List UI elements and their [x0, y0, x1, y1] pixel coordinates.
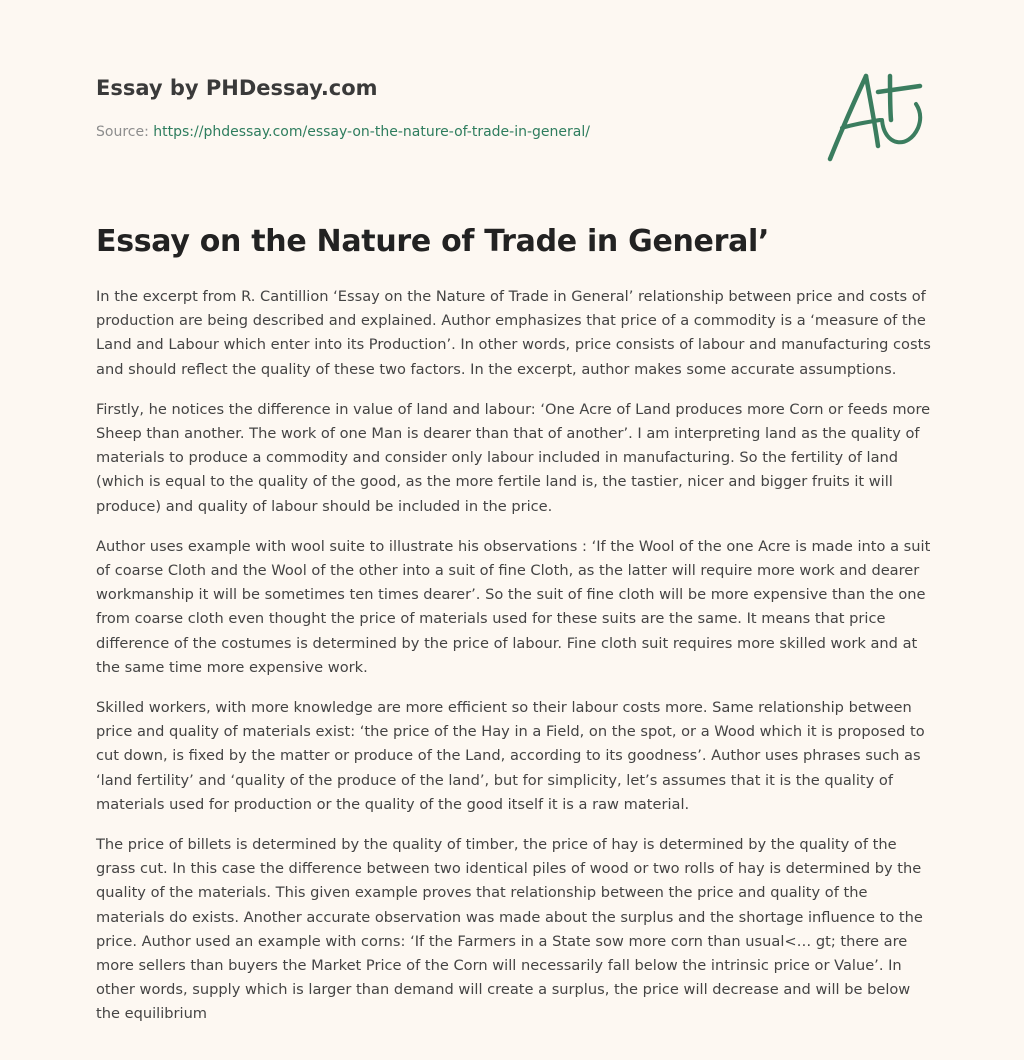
logo-plus-vertical [890, 76, 891, 120]
essay-body [96, 285, 932, 1043]
essay-paragraph: Author uses example with wool suite to illustrate his observations : ‘If the Wool of the one Acre is made into a suit of coarse Cloth and the Wool of the other into a suit of fine Cloth, as the latter will require more work and dearer workmanship it will be sometimes ten times dearer’. So the suit of fine cloth will be more expensive than the one from coarse cloth even thought the price of materials used for these suits are the same. It means that price difference of the costumes is determined by the price of labour. Fine cloth suit requires more skilled work and at the same time more expensive work. [96, 537, 931, 676]
source-link[interactable]: https://phdessay.com/essay-on-the-nature-of-trade-in-general/ [153, 124, 590, 140]
essay-paragraph: In the excerpt from R. Cantillion ‘Essay on the Nature of Trade in General’ relationship between price and costs of production are being described and explained. Author emphasizes that price of a commodity is a ‘measure of the Land and Labour which enter into its Production’. In other words, price consists of labour and manufacturing costs and should reflect the quality of these two factors. In the excerpt, author makes some accurate assumptions. [96, 288, 931, 378]
a-plus-logo-icon [820, 64, 930, 164]
source-line [96, 124, 590, 140]
essay-paragraph: Skilled workers, with more knowledge are more efficient so their labour costs more. Same relationship between price and quality of materials exist: ‘the price of the Hay in a Field, on the spot, or a Wood which it is proposed to cut down, is fixed by the matter or produce of the Land, according to its goodness’. Author uses phrases such as ‘land fertility’ and ‘quality of the produce of the land’, but for simplicity, let’s assumes that it is the quality of materials used for production or the quality of the good itself it is a raw material. [96, 699, 925, 813]
source-label: Source: [96, 124, 149, 140]
logo-a-right-stroke [866, 76, 878, 146]
logo-plus-horizontal [878, 86, 920, 92]
logo-swoosh [882, 104, 920, 142]
logo-a-left-stroke [830, 76, 866, 159]
essay-paragraph: Firstly, he notices the difference in value of land and labour: ‘One Acre of Land produces more Corn or feeds more Sheep than another. The work of one Man is dearer than that of another’. I am interpreting land as the quality of materials to produce a commodity and consider only labour included in manufacturing. So the fertility of land (which is equal to the quality of the good, as the more fertile land is, the tastier, nicer and bigger fruits it will produce) and quality of labour should be included in the price. [96, 400, 931, 515]
essay-paragraph: The price of billets is determined by the quality of timber, the price of hay is determined by the quality of the grass cut. In this case the difference between two identical piles of wood or two rolls of hay is determined by the quality of the materials. This given example proves that relationship between the price and quality of the materials do exists. Another accurate observation was made about the surplus and the shortage influence to the price. Author used an example with corns: ‘If the Farmers in a State sow more corn than usual<… gt; there are more sellers than buyers the Market Price of the Corn will necessarily fall below the intrinsic price or Value’. In other words, supply which is larger than demand will create a surplus, the price will decrease and will be below the equilibrium [96, 836, 923, 1023]
site-brand: Essay by PHDessay.com [96, 76, 378, 100]
essay-title: Essay on the Nature of Trade in General’ [96, 224, 770, 259]
